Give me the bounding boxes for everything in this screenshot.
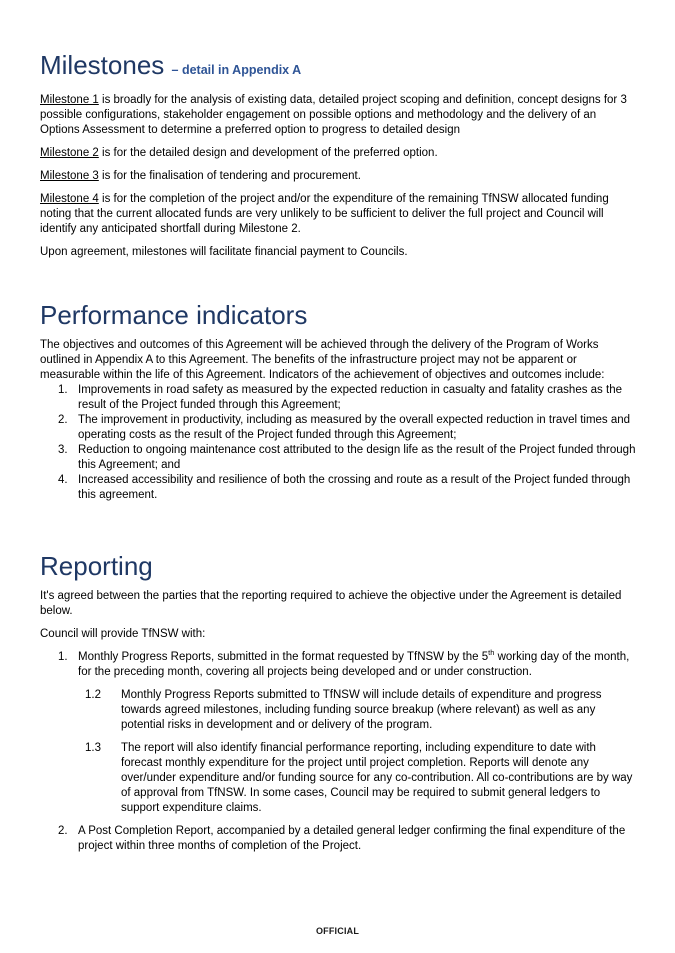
reporting-provide-paragraph: Council will provide TfNSW with: xyxy=(40,628,206,640)
list-item xyxy=(40,383,638,413)
performance-intro-paragraph: The objectives and outcomes of this Agreement will be achieved through the delivery of the Program of Works outlined in Appendix A to this Agreement. The benefits of the infrastructure project may not be apparent or measurable within the life of this Agreement. Indicators of the achievement of objectives and outcomes include: xyxy=(40,339,605,381)
sub-list-item-number: 1.3 xyxy=(85,742,101,754)
sub-list-item xyxy=(40,741,638,816)
list-item-text: A Post Completion Report, accompanied by a detailed general ledger confirming the final expenditure of the project within three months of completion of the Project. xyxy=(78,825,626,852)
sub-list-item-text: The report will also identify financial performance reporting, including expenditure to date with forecast monthly expenditure for the project until project completion. Reports will denote any over/under expenditure and/or funding source for any co-contribution. All co-contributions are by way of approval from TfNSW. In some cases, Council may be required to submit general ledgers to support expenditure claims. xyxy=(121,742,633,814)
milestone-2-paragraph xyxy=(40,146,638,161)
list-item xyxy=(40,443,638,473)
milestone-3-label: Milestone 3 xyxy=(40,170,99,182)
official-footer-label: OFFICIAL xyxy=(315,926,360,936)
milestone-4-label: Milestone 4 xyxy=(40,193,99,205)
section-reporting xyxy=(40,551,638,854)
milestone-3-paragraph xyxy=(40,169,638,184)
list-item-text: Increased accessibility and resilience of both the crossing and route as a result of the Project funded through this agreement. xyxy=(78,474,631,501)
milestone-3-text: is for the finalisation of tendering and procurement. xyxy=(98,170,361,182)
list-item-text xyxy=(78,650,638,680)
sub-list-item-number: 1.2 xyxy=(85,689,101,701)
ordinal-superscript: th xyxy=(488,648,495,658)
milestones-heading-text: Milestones xyxy=(40,50,165,80)
list-item-number: 4. xyxy=(58,474,68,486)
milestone-4-text: is for the completion of the project and/or the expenditure of the remaining TfNSW allocated funding noting that the current allocated funds are very unlikely to be sufficient to deliver the full project and Council will identify any anticipated shortfall during Milestone 2. xyxy=(40,193,609,235)
section-milestones xyxy=(40,50,638,260)
milestone-1-paragraph xyxy=(40,93,638,138)
document-content xyxy=(40,50,638,854)
list-item-number: 1. xyxy=(58,384,68,396)
section-performance-indicators xyxy=(40,300,638,503)
reporting-heading: Reporting xyxy=(40,551,153,581)
sub-list-item-text: Monthly Progress Reports submitted to TfNSW will include details of expenditure and progress towards agreed milestones, including funding source breakup (where relevant) as well as any potential risks in development and or delivery of the program. xyxy=(121,689,602,731)
list-item-text-pre: Monthly Progress Reports, submitted in the format requested by TfNSW by the 5 xyxy=(78,651,489,663)
performance-indicator-list xyxy=(40,383,638,503)
milestones-heading xyxy=(40,50,638,85)
milestones-closing-paragraph: Upon agreement, milestones will facilitate financial payment to Councils. xyxy=(40,246,408,258)
list-item-text: The improvement in productivity, including as measured by the overall expected reduction in travel times and operating costs as the result of the Project funded through this Agreement; xyxy=(78,414,631,441)
list-item-number: 2. xyxy=(58,825,68,837)
milestones-heading-suffix: – detail in Appendix A xyxy=(171,63,302,77)
reporting-intro-paragraph: It's agreed between the parties that the reporting required to achieve the objective under the Agreement is detailed below. xyxy=(40,590,622,617)
sub-list-item xyxy=(40,688,638,733)
milestone-2-label: Milestone 2 xyxy=(40,147,99,159)
list-item xyxy=(40,413,638,443)
list-item xyxy=(40,824,638,854)
list-item-number: 3. xyxy=(58,444,68,456)
list-item xyxy=(40,473,638,503)
milestone-1-label: Milestone 1 xyxy=(40,94,99,106)
list-item-text-post: working day of the month, for the preceding month, covering all projects being developed and or under construction. xyxy=(78,651,630,678)
list-item-number: 1. xyxy=(58,651,68,663)
reporting-list xyxy=(40,650,638,854)
list-item-text: Reduction to ongoing maintenance cost attributed to the design life as the result of the Project funded through this Agreement; and xyxy=(78,444,636,471)
list-item-text: Improvements in road safety as measured by the expected reduction in casualty and fatality crashes as the result of the Project funded through this Agreement; xyxy=(78,384,622,411)
list-item xyxy=(40,650,638,680)
list-item-number: 2. xyxy=(58,414,68,426)
milestone-4-paragraph xyxy=(40,192,638,237)
milestone-2-text: is for the detailed design and development of the preferred option. xyxy=(98,147,438,159)
performance-heading: Performance indicators xyxy=(40,300,308,330)
milestone-1-text: is broadly for the analysis of existing data, detailed project scoping and definition, concept designs for 3 possible configurations, stakeholder engagement on possible options and methodology and the delivery of an Options Assessment to determine a preferred option to progress to detailed design xyxy=(40,94,627,136)
